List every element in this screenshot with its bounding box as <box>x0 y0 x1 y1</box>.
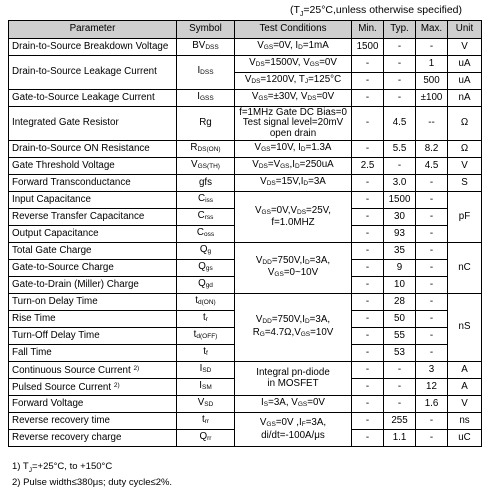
cell-test-conditions: $V_{DS}=1200V$, $T_J=125^\circ C$ <box>235 73 352 90</box>
cell-typ: - <box>384 379 416 396</box>
header-typ: Typ. <box>384 21 416 39</box>
cell-min: - <box>352 260 384 277</box>
cell-min: - <box>352 56 384 73</box>
cell-symbol: Rg <box>177 107 235 141</box>
test-temperature-note: ($T_J=25^\circ C,unless$ otherwise specified) <box>290 4 462 19</box>
cell-parameter: Forward Transconductance <box>9 175 177 192</box>
cell-unit: V <box>448 396 482 413</box>
cell-typ: 28 <box>384 294 416 311</box>
cell-symbol: $I_{DSS}$ <box>177 56 235 90</box>
cell-unit: nS <box>448 294 482 362</box>
cell-typ: 1.1 <box>384 430 416 447</box>
cell-parameter: Drain-to-Source Leakage Current <box>9 56 177 90</box>
cell-min: - <box>352 379 384 396</box>
cell-test-conditions: $V_{GS}=0V,V_{DS}=25V$, f=1.0MHZ <box>235 192 352 243</box>
cell-symbol: $t_r$ <box>177 311 235 328</box>
cell-parameter: Turn-Off Delay Time <box>9 328 177 345</box>
cell-unit: uA <box>448 73 482 90</box>
cell-typ: 3.0 <box>384 175 416 192</box>
cell-min: - <box>352 192 384 209</box>
cell-symbol: $I_{GSS}$ <box>177 90 235 107</box>
cell-test-conditions: f=1MHz Gate DC Bias=0 Test signal level=20mV open drain <box>235 107 352 141</box>
cell-parameter: Gate-to-Source Charge <box>9 260 177 277</box>
cell-unit: Ω <box>448 107 482 141</box>
cell-min: - <box>352 175 384 192</box>
cell-typ: 35 <box>384 243 416 260</box>
cell-min: - <box>352 277 384 294</box>
cell-unit: Ω <box>448 141 482 158</box>
cell-max: 4.5 <box>416 158 448 175</box>
cell-parameter: Gate-to-Drain (Miller) Charge <box>9 277 177 294</box>
cell-min: - <box>352 141 384 158</box>
cell-symbol: $C_{rss}$ <box>177 209 235 226</box>
cell-symbol: $BV_{DSS}$ <box>177 39 235 56</box>
table-row <box>9 39 482 56</box>
cell-parameter: Gate-to-Source Leakage Current <box>9 90 177 107</box>
cell-min: - <box>352 243 384 260</box>
cell-symbol: $Q_g$ <box>177 243 235 260</box>
cell-parameter: Continuous Source Current $^{2)}$ <box>9 362 177 379</box>
cell-max: - <box>416 430 448 447</box>
cell-parameter: Output Capacitance <box>9 226 177 243</box>
cell-typ: - <box>384 73 416 90</box>
cell-typ: - <box>384 362 416 379</box>
cell-symbol: $R_{DS(ON)}$ <box>177 141 235 158</box>
cell-max: - <box>416 175 448 192</box>
table-header-row <box>9 21 482 39</box>
header-test-conditions: Test Conditions <box>235 21 352 39</box>
cell-parameter: Rise Time <box>9 311 177 328</box>
cell-unit: ns <box>448 413 482 430</box>
cell-test-conditions: $V_{DS}=1500V$, $V_{GS}=0V$ <box>235 56 352 73</box>
cell-unit: V <box>448 39 482 56</box>
table-row <box>9 175 482 192</box>
header-unit: Unit <box>448 21 482 39</box>
cell-max: -- <box>416 107 448 141</box>
cell-parameter: Drain-to-Source Breakdown Voltage <box>9 39 177 56</box>
cell-parameter: Reverse recovery charge <box>9 430 177 447</box>
cell-max: - <box>416 243 448 260</box>
cell-unit: nA <box>448 90 482 107</box>
cell-unit: A <box>448 362 482 379</box>
cell-typ: - <box>384 39 416 56</box>
cell-unit: V <box>448 158 482 175</box>
cell-symbol: $t_{d(OFF)}$ <box>177 328 235 345</box>
cell-symbol: $V_{GS(TH)}$ <box>177 158 235 175</box>
cell-min: 2.5 <box>352 158 384 175</box>
cell-test-conditions: $V_{DD}=750V,I_D=3A$, $R_G=4.7\Omega,V_{GS}=10V$ <box>235 294 352 362</box>
cell-max: - <box>416 413 448 430</box>
cell-test-conditions: $V_{DS}=V_{GS},I_D=250uA$ <box>235 158 352 175</box>
cell-max: 500 <box>416 73 448 90</box>
footnote-2: 2) Pulse width≤380μs; duty cycle≤2%. <box>12 476 173 488</box>
cell-parameter: Forward Voltage <box>9 396 177 413</box>
cell-parameter: Total Gate Charge <box>9 243 177 260</box>
header-parameter: Parameter <box>9 21 177 39</box>
table-row <box>9 413 482 430</box>
cell-max: - <box>416 328 448 345</box>
header-symbol: Symbol <box>177 21 235 39</box>
cell-min: - <box>352 345 384 362</box>
cell-max: 8.2 <box>416 141 448 158</box>
cell-test-conditions: $V_{DD}=750V,I_D=3A$, $V_{GS}=0\sim 10V$ <box>235 243 352 294</box>
cell-min: - <box>352 294 384 311</box>
cell-max: 1.6 <box>416 396 448 413</box>
cell-max: ±100 <box>416 90 448 107</box>
cell-min: - <box>352 90 384 107</box>
cell-symbol: gfs <box>177 175 235 192</box>
cell-max: 1 <box>416 56 448 73</box>
cell-symbol: $Q_{gd}$ <box>177 277 235 294</box>
table-row <box>9 158 482 175</box>
cell-test-conditions: Integral pn-diode in MOSFET <box>235 362 352 396</box>
table-row <box>9 90 482 107</box>
cell-test-conditions: $I_S=3A$, $V_{GS}=0V$ <box>235 396 352 413</box>
cell-typ: 10 <box>384 277 416 294</box>
cell-typ: 53 <box>384 345 416 362</box>
cell-typ: 5.5 <box>384 141 416 158</box>
cell-unit: A <box>448 379 482 396</box>
cell-symbol: $C_{oss}$ <box>177 226 235 243</box>
cell-min: - <box>352 311 384 328</box>
cell-typ: - <box>384 90 416 107</box>
cell-unit: uA <box>448 56 482 73</box>
cell-parameter: Fall Time <box>9 345 177 362</box>
cell-symbol: $Q_{gs}$ <box>177 260 235 277</box>
table-row <box>9 141 482 158</box>
cell-min: - <box>352 107 384 141</box>
cell-parameter: Gate Threshold Voltage <box>9 158 177 175</box>
cell-min: - <box>352 226 384 243</box>
cell-min: - <box>352 73 384 90</box>
cell-max: - <box>416 277 448 294</box>
cell-min: - <box>352 396 384 413</box>
cell-unit: S <box>448 175 482 192</box>
cell-symbol: $t_{rr}$ <box>177 413 235 430</box>
cell-typ: - <box>384 158 416 175</box>
cell-parameter: Drain-to-Source ON Resistance <box>9 141 177 158</box>
electrical-characteristics-table <box>8 20 482 447</box>
table-row <box>9 362 482 379</box>
cell-parameter: Reverse recovery time <box>9 413 177 430</box>
cell-parameter: Pulsed Source Current $^{2)}$ <box>9 379 177 396</box>
cell-symbol: $Q_{rr}$ <box>177 430 235 447</box>
cell-test-conditions: $V_{GS}=10V$, $I_D=1.3A$ <box>235 141 352 158</box>
cell-min: 1500 <box>352 39 384 56</box>
cell-symbol: $t_f$ <box>177 345 235 362</box>
cell-test-conditions: $V_{GS}=0V$, $I_D=1mA$ <box>235 39 352 56</box>
cell-typ: - <box>384 56 416 73</box>
table-row <box>9 396 482 413</box>
cell-max: - <box>416 226 448 243</box>
cell-max: - <box>416 260 448 277</box>
cell-test-conditions: $V_{GS}=0V$ $,I_F=3A$, di/dt=-100A/μs <box>235 413 352 447</box>
cell-unit: nC <box>448 243 482 294</box>
cell-typ: 255 <box>384 413 416 430</box>
cell-max: - <box>416 345 448 362</box>
cell-typ: 1500 <box>384 192 416 209</box>
cell-min: - <box>352 328 384 345</box>
cell-max: 3 <box>416 362 448 379</box>
footnotes <box>12 461 172 489</box>
cell-parameter: Reverse Transfer Capacitance <box>9 209 177 226</box>
cell-max: - <box>416 39 448 56</box>
cell-typ: 93 <box>384 226 416 243</box>
cell-max: - <box>416 209 448 226</box>
table-row <box>9 294 482 311</box>
cell-parameter: Turn-on Delay Time <box>9 294 177 311</box>
cell-min: - <box>352 209 384 226</box>
cell-unit: pF <box>448 192 482 243</box>
cell-symbol: $C_{iss}$ <box>177 192 235 209</box>
header-min: Min. <box>352 21 384 39</box>
table-row <box>9 243 482 260</box>
cell-parameter: Integrated Gate Resistor <box>9 107 177 141</box>
cell-typ: 9 <box>384 260 416 277</box>
cell-max: - <box>416 192 448 209</box>
cell-max: - <box>416 294 448 311</box>
cell-typ: 55 <box>384 328 416 345</box>
table-row <box>9 192 482 209</box>
cell-typ: 4.5 <box>384 107 416 141</box>
cell-typ: 50 <box>384 311 416 328</box>
cell-typ: - <box>384 396 416 413</box>
table-body <box>9 39 482 447</box>
cell-parameter: Input Capacitance <box>9 192 177 209</box>
cell-symbol: $I_{SM}$ <box>177 379 235 396</box>
cell-symbol: $I_{SD}$ <box>177 362 235 379</box>
cell-min: - <box>352 413 384 430</box>
cell-min: - <box>352 430 384 447</box>
cell-symbol: $V_{SD}$ <box>177 396 235 413</box>
cell-test-conditions: $V_{DS}=15V,I_D=3A$ <box>235 175 352 192</box>
table-row <box>9 56 482 73</box>
cell-typ: 30 <box>384 209 416 226</box>
cell-max: - <box>416 311 448 328</box>
cell-unit: uC <box>448 430 482 447</box>
table-row <box>9 107 482 141</box>
cell-min: - <box>352 362 384 379</box>
cell-test-conditions: $V_{GS}=\pm 30V$, $V_{DS}=0V$ <box>235 90 352 107</box>
cell-symbol: $t_{d(ON)}$ <box>177 294 235 311</box>
footnote-1: 1) $T_J=+25^\circ C$, to +150°C <box>12 461 113 474</box>
header-max: Max. <box>416 21 448 39</box>
cell-max: 12 <box>416 379 448 396</box>
